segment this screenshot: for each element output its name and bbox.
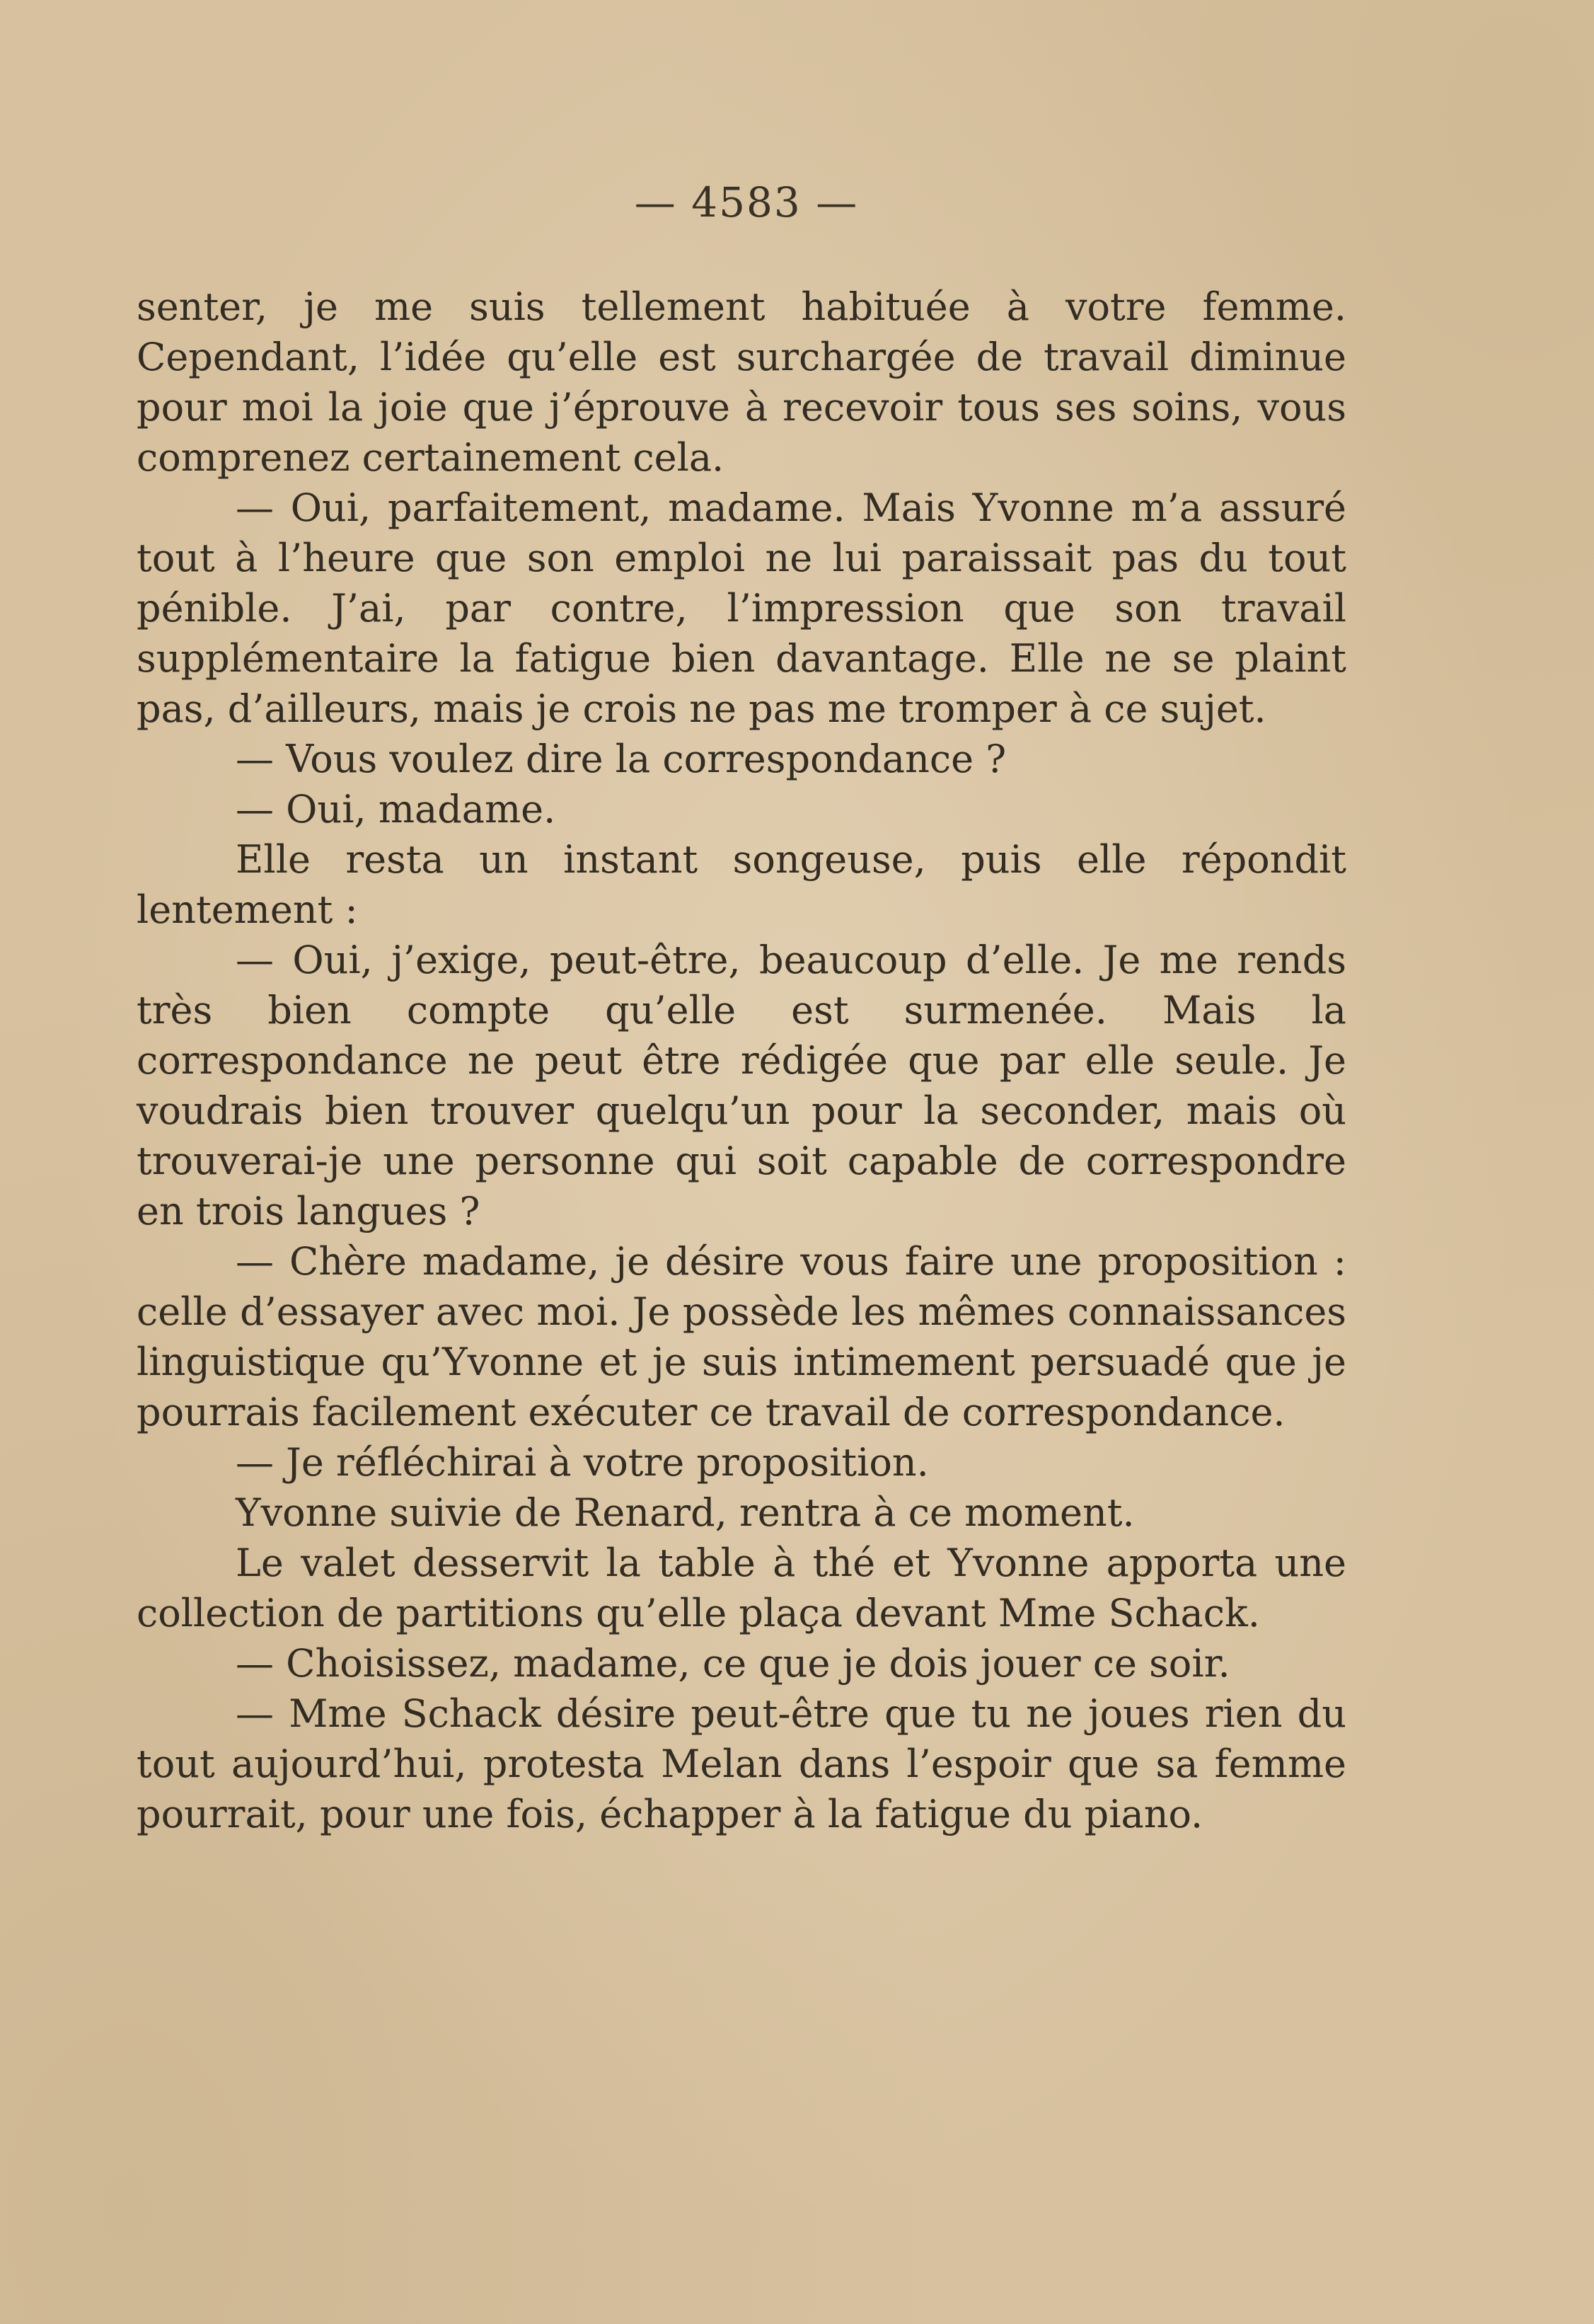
paragraph: Yvonne suivie de Renard, rentra à ce moment.	[236, 1490, 1135, 1535]
paragraph: Elle resta un instant songeuse, puis elle répondit lentement :	[137, 837, 1346, 932]
paragraph: — Je réfléchirai à votre proposition.	[236, 1440, 929, 1485]
paragraph: — Choisissez, madame, ce que je dois jouer ce soir.	[236, 1641, 1230, 1686]
paragraph: — Oui, parfaitement, madame. Mais Yvonne m’a assuré tout à l’heure que son emploi ne lui paraissait pas du tout pénible. J’ai, par contre, l’impression que son travail supplémentaire la fatigue bien davantage. Elle ne se plaint pas, d’ailleurs, mais je crois ne pas me tromper à ce sujet.	[137, 485, 1346, 731]
paragraph: — Chère madame, je désire vous faire une proposition : celle d’essayer avec moi. Je possède les mêmes connaissances linguistique qu’Yvonne et je suis intimement persuadé que je pourrais facilement exécuter ce travail de correspondance.	[137, 1239, 1346, 1434]
page-number: — 4583 —	[634, 178, 859, 226]
paragraph: — Vous voulez dire la correspondance ?	[236, 737, 1007, 781]
paragraph: — Mme Schack désire peut-être que tu ne joues rien du tout aujourd’hui, protesta Melan dans l’espoir que sa femme pourrait, pour une fois, échapper à la fatigue du piano.	[137, 1691, 1346, 1836]
paragraph: senter, je me suis tellement habituée à votre femme. Cependant, l’idée qu’elle est surchargée de travail diminue pour moi la joie que j’éprouve à recevoir tous ses soins, vous comprenez certainement cela.	[137, 284, 1346, 480]
paragraph: — Oui, madame.	[236, 787, 556, 832]
paragraph: Le valet desservit la table à thé et Yvonne apporta une collection de partitions qu’elle plaça devant Mme Schack.	[137, 1541, 1346, 1635]
body-text	[137, 282, 1346, 1839]
paragraph: — Oui, j’exige, peut-être, beaucoup d’elle. Je me rends très bien compte qu’elle est surmenée. Mais la correspondance ne peut être rédigée que par elle seule. Je voudrais bien trouver quelqu’un pour la seconder, mais où trouverai-je une personne qui soit capable de correspondre en trois langues ?	[137, 938, 1346, 1233]
